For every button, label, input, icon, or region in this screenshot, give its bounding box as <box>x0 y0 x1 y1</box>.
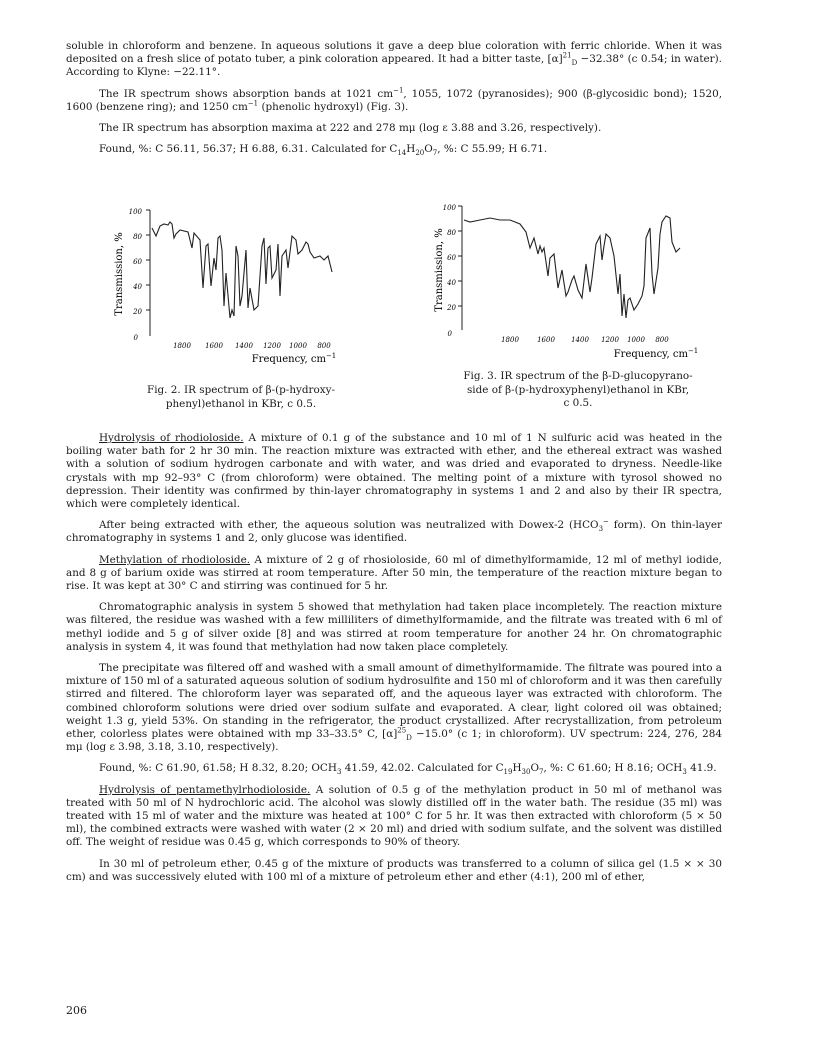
text: soluble in chloroform and benzene. In aqueous solutions it gave a deep blue coloration with ferric chloride. When it was deposited on a fresh slice of potato tuber, a pink coloration appeared. It had a bitter taste, [α] <box>66 40 722 66</box>
x-tick-label: 800 <box>655 336 669 344</box>
text: 41.9. <box>686 762 717 775</box>
section-heading: Hydrolysis of rhodioloside. <box>99 432 244 444</box>
y-tick-label: 40 <box>447 279 456 287</box>
section-heading: Hydrolysis of pentamethylrhodioloside. <box>99 783 311 796</box>
y-tick-label: 20 <box>447 304 456 312</box>
figure-2 <box>108 198 378 372</box>
caption-line: c 0.5. <box>563 397 593 409</box>
spectrum-line <box>152 222 332 318</box>
y-axis-label: Transmission, % <box>114 232 125 316</box>
text: , 1055, 1072 (pyranosides); 900 (β-glycosidic bond); 1520, 1600 (benzene ring); and 1250 cm <box>66 87 723 113</box>
text: O <box>530 762 539 775</box>
y-tick-label: 60 <box>133 258 142 266</box>
x-tick-label: 1000 <box>627 336 645 344</box>
subscript: D <box>406 734 412 743</box>
subscript: D <box>571 59 578 68</box>
text: H <box>512 762 522 775</box>
text: The IR spectrum shows absorption bands at 1021 cm <box>99 87 394 100</box>
text: 41.59, 42.02. Calculated for C <box>341 762 504 775</box>
y-tick-label: 0 <box>447 330 452 338</box>
x-tick-label: 1200 <box>601 336 619 344</box>
subscript: 7 <box>538 768 544 777</box>
y-tick-label: 100 <box>442 204 456 212</box>
superscript: 21 <box>562 51 572 60</box>
x-tick-label: 1400 <box>571 336 589 344</box>
body-text <box>66 432 722 884</box>
subscript: 19 <box>503 768 513 777</box>
y-tick-label: 40 <box>133 283 142 291</box>
y-tick-label: 80 <box>447 229 456 237</box>
text: −32.38° (c 0.54; in water). According to Klyne: −22.11°. <box>66 53 722 79</box>
text: A mixture of 2 g of rhosioloside, 60 ml of dimethylformamide, 12 ml of methyl iodide, and 8 g of barium oxide was stirred at room temperature. After 50 min, the temperature of the reaction mixture began to rise. It was kept at 30° C and stirring was continued for 5 hr. <box>66 553 722 593</box>
page-number: 206 <box>66 1004 87 1017</box>
y-tick-label: 20 <box>133 308 142 316</box>
paragraph-elemental-analysis <box>66 143 722 156</box>
x-axis-label: Frequency, $cm^{-1}$ <box>251 352 337 365</box>
subscript: 7 <box>432 149 438 158</box>
text: H <box>406 143 416 156</box>
section-heading: Methylation of rhodioloside. <box>99 553 251 566</box>
x-tick-label: 1600 <box>537 336 555 344</box>
x-tick-label: 800 <box>317 342 331 350</box>
subscript: 3 <box>598 525 604 534</box>
text: O <box>424 143 433 156</box>
caption-line: Fig. 2. IR spectrum of β-(p-hydroxy- <box>147 384 335 396</box>
paragraph-solubility <box>66 40 722 80</box>
paragraph-ir-bands <box>66 88 722 114</box>
paragraph-precipitate <box>66 662 722 754</box>
ir-spectrum-fig2 <box>108 198 378 368</box>
paragraph-dowex <box>66 519 722 545</box>
figure-3 <box>430 198 720 372</box>
x-tick-label: 1400 <box>235 342 253 350</box>
text: A mixture of 0.1 g of the substance and 10 ml of 1 N sulfuric acid was heated in the boiling water bath for 2 hr 30 min. The reaction mixture was extracted with ether, and the ethereal extract was washed with a solution of sodium hydrogen carbonate and with water, and was dried and evaporated to dryness. Needle-like crystals with mp 92–93° C (from chloroform) were obtained. The melting point of a mixture with tyrosol showed no depression. Their identity was confirmed by thin-layer chromatography in systems 1 and 2 and also by their IR spectra, which were completely identical. <box>66 432 722 511</box>
ir-spectrum-fig3 <box>430 198 720 368</box>
y-tick-label: 80 <box>133 233 142 241</box>
paragraph-chromatography: Chromatographic analysis in system 5 showed that methylation had taken place incompletely. The reaction mixture was filtered, the residue was washed with a few milliliters of dimethylformamide, and the filtrate was treated with 6 ml of methyl iodide and 5 g of silver oxide [8] and was stirred at room temperature for another 24 hr. On chromatographic analysis in system 4, it was found that methylation had now taken place completely. <box>66 601 722 653</box>
y-tick-label: 0 <box>133 334 138 342</box>
subscript: 14 <box>397 149 407 158</box>
subscript: 3 <box>336 768 342 777</box>
text: Found, %: C 61.90, 61.58; H 8.32, 8.20; OCH <box>99 762 337 775</box>
caption-line: phenyl)ethanol in KBr, c 0.5. <box>165 397 317 410</box>
subscript: 3 <box>682 768 687 777</box>
top-text <box>66 40 722 156</box>
superscript: 25 <box>397 726 407 735</box>
text: −15.0° (c 1; in chloroform). UV spectrum: 224, 276, 284 mμ (log ε 3.98, 3.18, 3.10, respectively). <box>66 728 722 754</box>
subscript: 20 <box>415 149 425 158</box>
x-axis-label: Frequency, $cm^{-1}$ <box>613 347 699 360</box>
subscript: 30 <box>521 768 531 777</box>
text: , %: C 55.99; H 6.71. <box>437 143 548 156</box>
x-tick-label: 1800 <box>501 336 519 344</box>
paragraph-column: In 30 ml of petroleum ether, 0.45 g of the mixture of products was transferred to a column of silica gel (1.5 × × 30 cm) and was successively eluted with 100 ml of a mixture of petroleum ether and ether (4:1), 200 ml of ether, <box>66 857 722 883</box>
text: Found, %: C 56.11, 56.37; H 6.88, 6.31. Calculated for C <box>99 143 398 156</box>
x-tick-label: 1000 <box>289 342 307 350</box>
section-methylation <box>66 554 722 594</box>
text: , %: C 61.60; H 8.16; OCH <box>543 762 683 775</box>
paragraph-found-analysis <box>66 762 722 775</box>
superscript: − <box>603 517 609 526</box>
figure-2-caption <box>106 384 376 411</box>
caption-line: side of β-(p-hydroxyphenyl)ethanol in KBr, <box>466 383 690 396</box>
figure-3-caption <box>436 370 720 411</box>
text: After being extracted with ether, the aqueous solution was neutralized with Dowex-2 (HCO <box>99 519 599 532</box>
caption-line: Fig. 3. IR spectrum of the β-D-glucopyrano- <box>463 370 693 382</box>
x-tick-label: 1600 <box>205 342 223 350</box>
paragraph-uv-maxima: The IR spectrum has absorption maxima at 222 and 278 mμ (log ε 3.88 and 3.26, respectively). <box>99 122 602 135</box>
text: (phenolic hydroxyl) (Fig. 3). <box>258 100 409 113</box>
superscript: −1 <box>247 99 259 108</box>
y-tick-label: 100 <box>128 208 142 216</box>
text: A solution of 0.5 g of the methylation product in 50 ml of methanol was treated with 50 ml of N hydrochloric acid. The alcohol was slowly distilled off in the water bath. The residue (35 ml) was treated with 15 ml of water and the mixture was heated at 100° C for 5 hr. It was then extracted with chloroform (5 × 50 ml), the combined extracts were washed with water (2 × 20 ml) and dried with sodium sulfate, and the solvent was distilled off. The weight of residue was 0.45 g, which corresponds to 90% of theory. <box>66 783 722 849</box>
text: The precipitate was filtered off and washed with a small amount of dimethylformamide. The filtrate was poured into a mixture of 150 ml of a saturated aqueous solution of sodium hydrosulfite and 150 ml of chloroform and it was then carefully stirred and filtered. The chloroform layer was separated off, and the aqueous layer was extracted with chloroform. The combined chloroform solutions were dried over sodium sulfate and evaporated. A clear, light colored oil was obtained; weight 1.3 g, yield 53%. On standing in the refrigerator, the product crystallized. After recrystallization, from petroleum ether, colorless plates were obtained with mp 33–33.5° C, [α] <box>66 662 722 741</box>
superscript: −1 <box>393 86 404 95</box>
y-axis-label: Transmission, % <box>434 228 445 312</box>
section-hydrolysis-rhodioloside <box>66 432 722 511</box>
text: form). On thin-layer chromatography in systems 1 and 2, only glucose was identified. <box>66 519 722 545</box>
y-tick-label: 60 <box>447 254 456 262</box>
section-hydrolysis-pentamethyl <box>66 784 722 850</box>
spectrum-line <box>464 216 680 318</box>
x-tick-label: 1200 <box>263 342 281 350</box>
x-tick-label: 1800 <box>173 342 191 350</box>
